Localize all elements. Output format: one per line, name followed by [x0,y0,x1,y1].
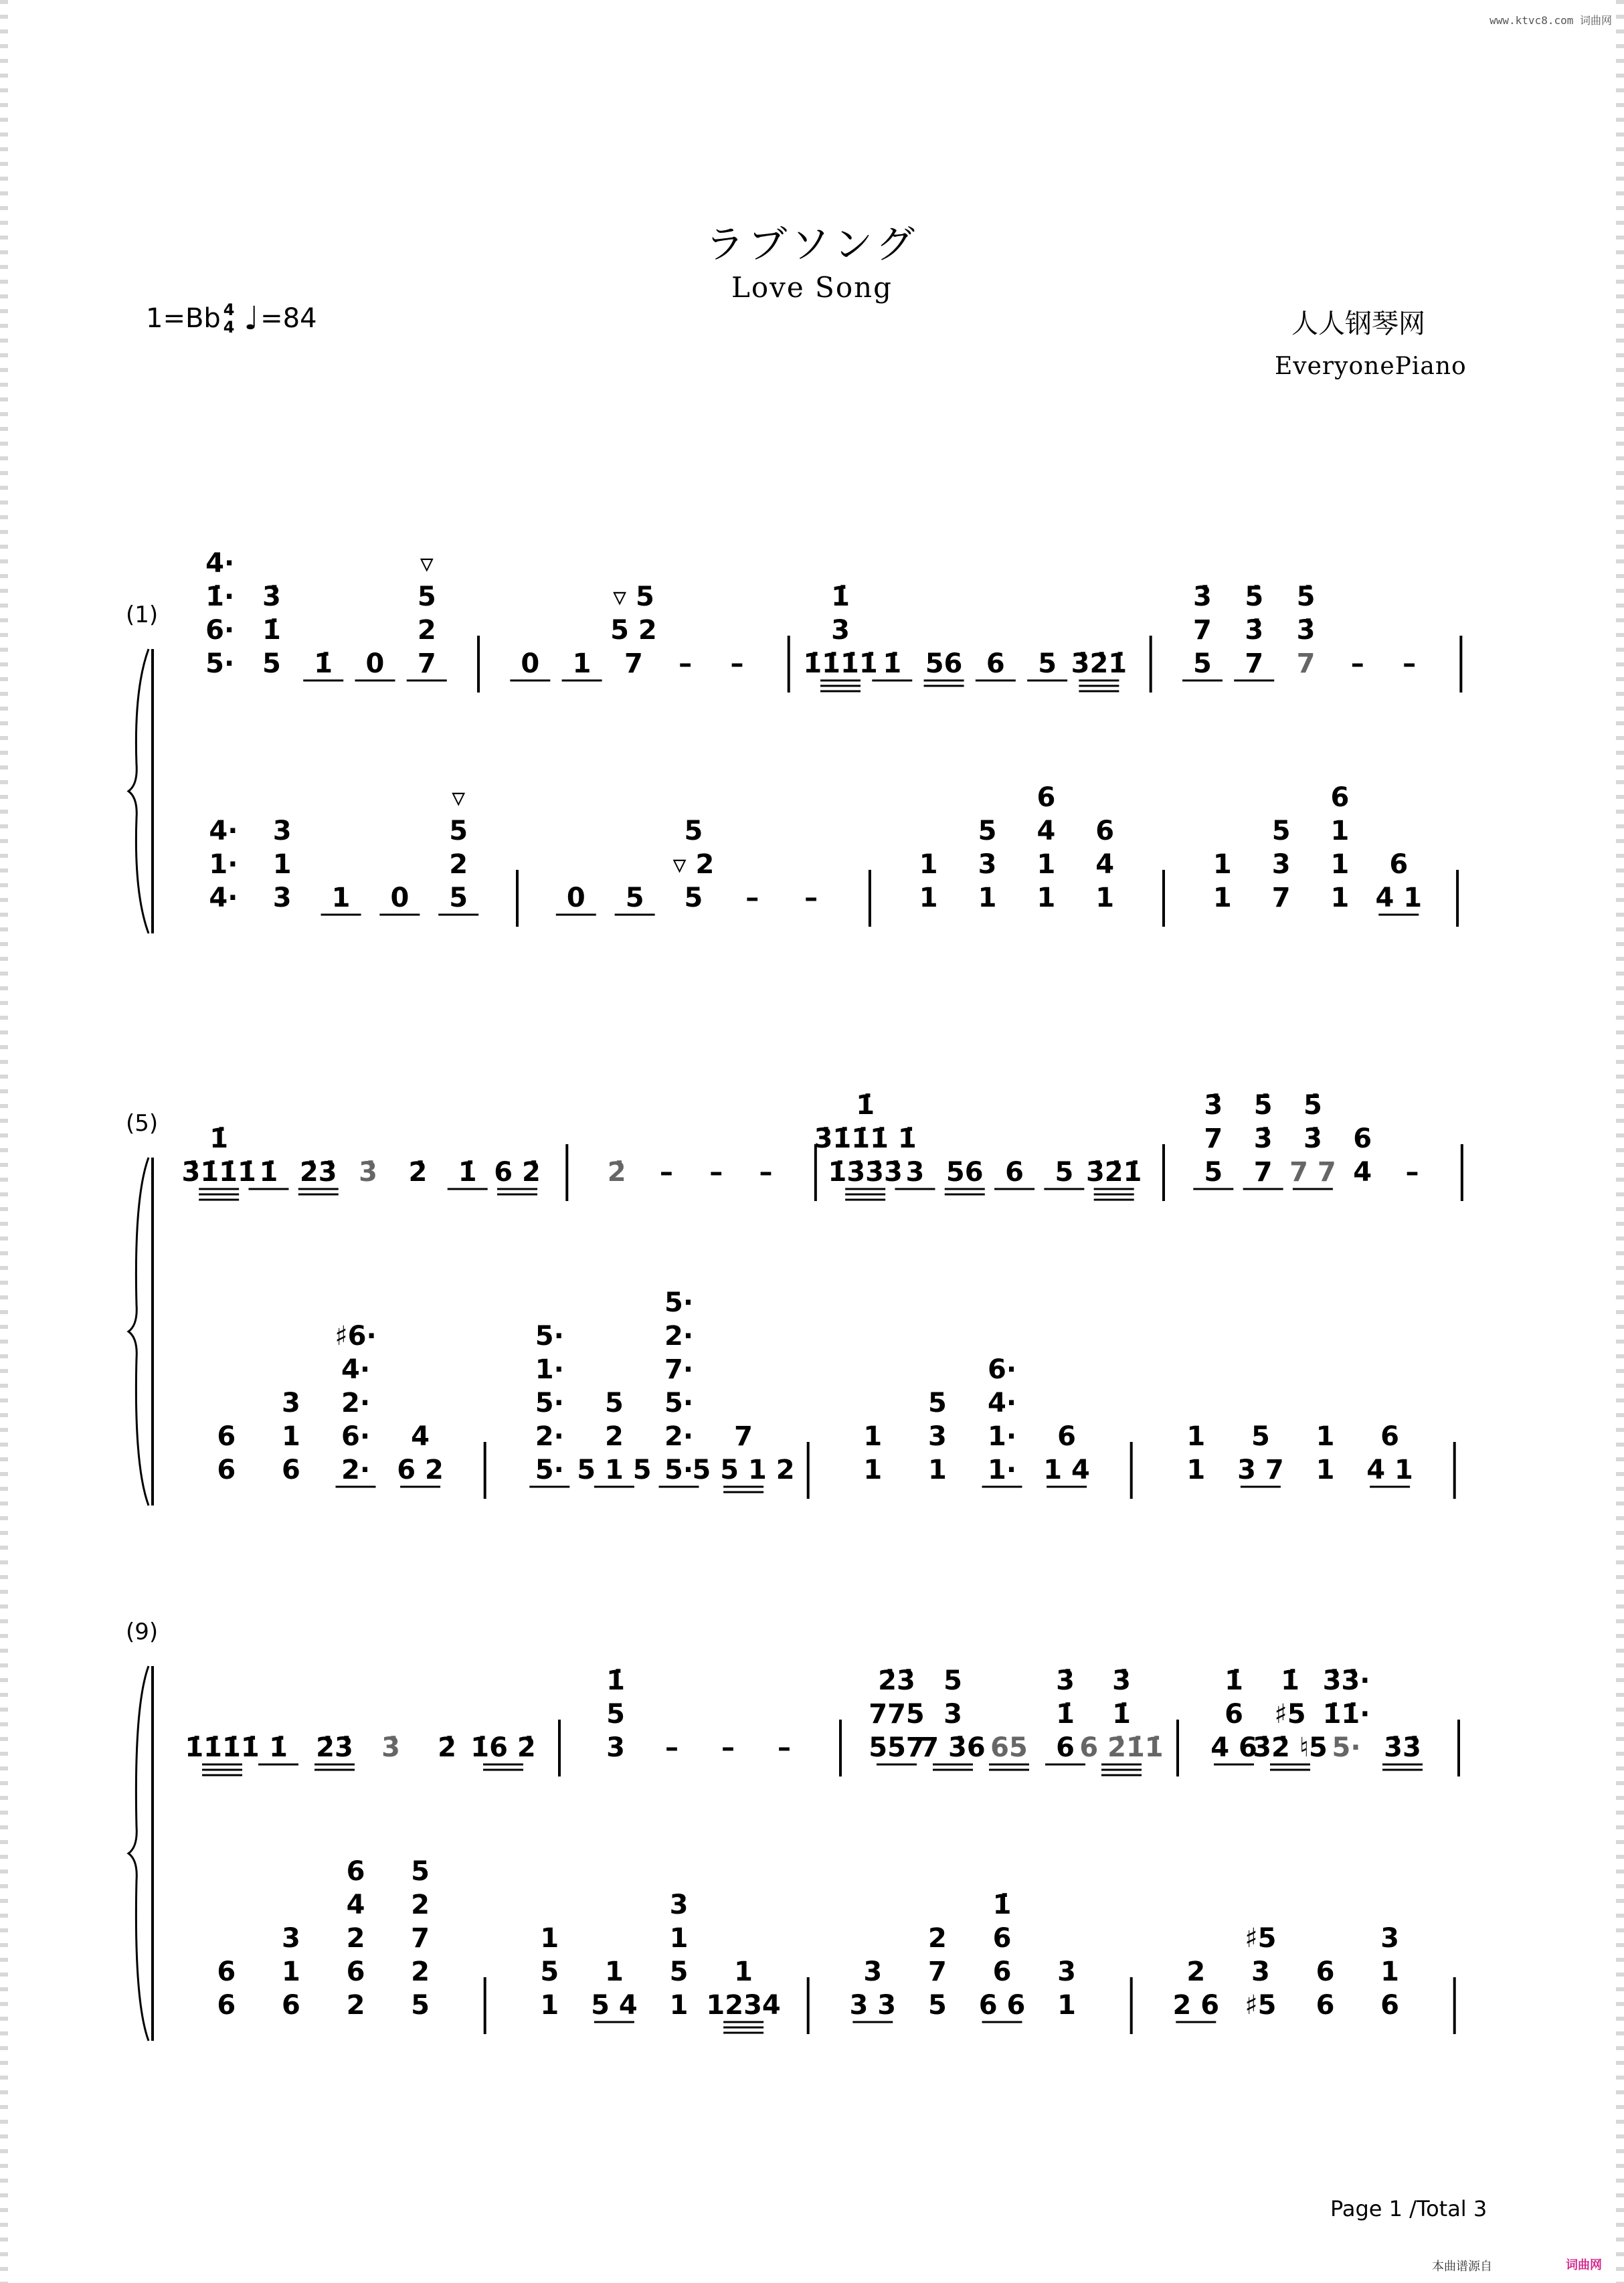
bass-note: 1 4 [1043,1455,1090,1485]
bass-note: 6 [1316,1956,1335,1987]
bass-note: 5 [927,1388,947,1419]
bass-note: 5 4 [591,1990,638,2021]
treble-note: ▿ [420,548,434,579]
treble-note: 3̇ [1204,1090,1223,1121]
system-number: (1) [126,602,159,628]
bass-note: 1· [987,1455,1017,1485]
bass-note: 5 [411,1856,430,1887]
bass-note: 6 [992,1923,1012,1954]
bass-note: 1 [927,1455,947,1485]
treble-note: ▿ 5 [612,581,654,612]
treble-note: 5 [262,648,281,679]
bass-note: 5 [684,816,703,846]
treble-note: – [659,1157,673,1188]
treble-note: 1̇3̇3̇3̇ [828,1157,903,1188]
title-japanese: ラブソング [705,221,919,267]
treble-note: – [709,1157,723,1188]
treble-note: 3̇3̇ [1384,1732,1421,1763]
bass-note: ♯5 [1245,1990,1277,2021]
bass-note: 1 [863,1421,883,1452]
bass-note: 4· [209,883,238,913]
bass-note: 3 7 [1237,1455,1284,1485]
bass-note: 5 [449,816,468,846]
treble-note: 7 [417,648,436,679]
treble-note: 7 [1296,648,1316,679]
treble-note: 1̇ [1225,1665,1243,1696]
bass-note: 1 [1330,849,1350,880]
treble-note: 2 [417,615,436,646]
treble-note: 7 7 [1289,1157,1336,1188]
bass-note: 3 [1251,1956,1270,1987]
treble-note: 7 3̇6 [920,1732,986,1763]
treble-note: 2̇ [408,1157,428,1188]
bass-note: 1 [919,849,938,880]
treble-note: 3̇ [359,1157,377,1188]
bass-note: 1 [1212,883,1232,913]
title-english: Love Song [731,271,893,304]
bass-note: 6· [987,1354,1017,1385]
bass-note: 6 [281,1455,300,1485]
treble-note: 3̇1̇1̇1̇ 1̇ [814,1123,917,1154]
treble-note: 4 6 [1210,1732,1257,1763]
treble-note: 5 [1055,1157,1074,1188]
treble-note: 1̇ [262,615,281,646]
treble-note: 1̇1̇1̇1̇ [185,1732,260,1763]
treble-note: 1̇ [883,648,902,679]
bass-note: 6 [1036,782,1056,813]
treble-note: 1̇· [205,581,235,612]
bass-note: 4 1 [1375,883,1423,913]
treble-note: 3̇ [1296,615,1316,646]
bass-note: 2 [604,1421,624,1452]
treble-note: 5̇ [1245,581,1264,612]
treble-note: 1̇ [269,1732,288,1763]
bass-note: 6 6 [978,1990,1026,2021]
treble-note: 3̇ [1193,581,1212,612]
bass-note: 1 [1036,883,1056,913]
treble-note: 3 [943,1699,962,1730]
bass-note: 6 [217,1990,236,2021]
treble-note: 6 [986,648,1005,679]
treble-note: 7 [1253,1157,1273,1188]
bass-note: 6· [341,1421,371,1452]
bass-note: 1234 [706,1990,781,2021]
key-signature: 1=Bb [146,303,221,334]
bass-note: 3 [1271,849,1291,880]
treble-note: – [759,1157,773,1188]
bass-note: 3 [669,1890,689,1920]
bass-note: 2 [411,1956,430,1987]
bass-note: 3 [272,883,292,913]
bass-note: 1 [1330,883,1350,913]
bass-note: – [804,883,818,913]
treble-note: 1̇ [259,1157,278,1188]
bass-note: 6 [1380,1990,1400,2021]
bass-note: 6 [992,1956,1012,1987]
treble-note: 5 [1193,648,1212,679]
bass-note: 1 [1186,1455,1206,1485]
treble-note: 6· [205,615,235,646]
treble-note: 2̇3̇ [299,1157,337,1188]
treble-note: 3̇2̇1̇ [1085,1157,1142,1188]
bass-note: 2· [341,1455,371,1485]
treble-note: 5̇ [1303,1090,1322,1121]
bass-note: 5· [535,1455,564,1485]
bass-note: 1 [1212,849,1232,880]
bass-note: 5 5 1 2 [692,1455,795,1485]
bass-note: 3 3 [849,1990,897,2021]
bass-note: 2· [341,1388,371,1419]
bass-note: 5· [664,1388,694,1419]
treble-note: 7 [1245,648,1264,679]
bass-note: 3 [927,1421,947,1452]
bass-note: 1 [669,1923,689,1954]
treble-note: 3̇1̇1̇1̇ [181,1157,256,1188]
brace-icon [128,1158,149,1505]
bass-note: 1 [1316,1421,1335,1452]
treble-note: 5 [417,581,436,612]
bass-note: 2 [927,1923,947,1954]
bass-note: 3 [281,1923,300,1954]
site-url: www.ktvc8.com 词曲网 [1490,14,1612,27]
bass-note: 5 [449,883,468,913]
treble-note: 775 [869,1699,925,1730]
bass-note: 7 [734,1421,753,1452]
treble-note: 3̇ [381,1732,400,1763]
treble-note: 557 [869,1732,925,1763]
bass-note: 2· [535,1421,564,1452]
treble-note: 1̇ [1281,1665,1299,1696]
treble-note: 3̇ [1245,615,1264,646]
bass-note: 6 [346,1956,365,1987]
bass-note: ▿ 2 [672,849,715,880]
treble-note: 3̇2̇ ♮5 [1253,1732,1328,1763]
treble-note: – [778,1732,791,1763]
bass-note: 3 [272,816,292,846]
bass-note: 7 [411,1923,430,1954]
treble-note: 3 [905,1157,925,1188]
bass-note: 4· [987,1388,1017,1419]
treble-note: 1̇ [856,1090,875,1121]
bass-note: 1 [1316,1455,1335,1485]
treble-note: 3̇ [262,581,281,612]
treble-note: 6 2̇1̇1̇ [1079,1732,1164,1763]
treble-note: 5 [1204,1157,1223,1188]
bass-note: 2· [664,1421,694,1452]
bass-note: 6 [1330,782,1350,813]
bass-note: 1 [1095,883,1115,913]
brace-icon [128,649,149,933]
treble-note: 2̇3̇ [878,1665,915,1696]
bass-note: 5· [664,1287,694,1318]
bass-note: 5 [625,883,644,913]
treble-note: 1̇6 2̇ [470,1732,536,1763]
treble-note: – [665,1732,679,1763]
bass-note: 5 [1271,816,1291,846]
bass-note: 5· [535,1388,564,1419]
bass-note: 5 [684,883,703,913]
treble-note: 6 [1225,1699,1243,1730]
bass-note: 6 [1095,816,1115,846]
tempo-marking: =84 [260,303,317,334]
bass-note: 6 [1057,1421,1077,1452]
bass-note: 2 [346,1990,365,2021]
treble-note: 5̇ [1296,581,1316,612]
time-signature-bottom: 4 [223,318,235,337]
bass-note: 2 [411,1890,430,1920]
treble-note: 0 [521,648,540,679]
bass-note: 5 [540,1956,559,1987]
treble-note: 1̇ [209,1123,229,1154]
bass-note: 1 [1380,1956,1400,1987]
bass-note: 1· [535,1354,564,1385]
publisher-chinese: 人人钢琴网 [1291,308,1425,339]
treble-note: 3̇ [1253,1123,1273,1154]
source-stamp: 本曲谱源自 [1432,2260,1492,2274]
treble-note: 5· [205,648,235,679]
bass-note: 2 [449,849,468,880]
bass-note: 5 [604,1388,624,1419]
bass-note: 5 1 5 [577,1455,652,1485]
bass-note: 5· [664,1455,694,1485]
bass-note: 2· [664,1321,694,1352]
bass-note: 6 [346,1856,365,1887]
bass-note: 4 1 [1366,1455,1413,1485]
bass-note: 5 [978,816,997,846]
system-number: (9) [126,1619,159,1645]
bass-note: 3 [1057,1956,1077,1987]
quarter-note-icon: ♩ [244,300,260,337]
bass-note: ▿ [452,782,466,813]
bass-note: 5 [669,1956,689,1987]
treble-note: 1̇ [314,648,333,679]
bass-note: 7· [664,1354,694,1385]
bass-note: 1 [978,883,997,913]
treble-note: 7 [624,648,643,679]
bass-note: 4 [346,1890,365,1920]
treble-note: 3̇3̇· [1322,1665,1370,1696]
bass-note: 6 [1316,1990,1335,2021]
treble-note: 1 [572,648,592,679]
treble-note: 5 2 [610,615,657,646]
treble-note: 5 [606,1699,625,1730]
bass-note: 2 [1186,1956,1206,1987]
bass-note: 6 2 [397,1455,444,1485]
treble-note: 5̇ [1253,1090,1273,1121]
treble-note: 65 [990,1732,1028,1763]
treble-note: 1̇1̇· [1322,1699,1370,1730]
treble-note: 5 [943,1665,962,1696]
treble-note: 1̇ [606,1665,625,1696]
treble-note: 3̇ [1112,1665,1131,1696]
bass-note: 7 [927,1956,947,1987]
treble-note: 3̇ [1056,1665,1075,1696]
bass-note: 1 [331,883,351,913]
bass-note: 4· [209,816,238,846]
bass-note: 4· [341,1354,371,1385]
treble-note: 56 [945,1157,984,1188]
treble-note: – [1405,1157,1419,1188]
treble-note: 3̇ [1303,1123,1322,1154]
treble-note: 6 [1056,1732,1075,1763]
bass-note: 1 [734,1956,753,1987]
brace-icon [128,1666,149,2041]
treble-note: 7 [1193,615,1212,646]
bass-note: 4 [1036,816,1056,846]
bass-note: 2 6 [1172,1990,1220,2021]
bass-note: ♯5 [1245,1923,1277,1954]
treble-note: 3 [831,615,850,646]
bass-note: 1 [281,1421,300,1452]
treble-note: – [679,648,693,679]
bass-note: 3 [1380,1923,1400,1954]
bass-note: 5 [927,1990,947,2021]
bass-note: 1 [281,1956,300,1987]
system-number: (5) [126,1110,159,1137]
treble-note: 6 [1005,1157,1024,1188]
bass-note: 3 [863,1956,883,1987]
bass-note: 3 [281,1388,300,1419]
treble-note: 1̇ [458,1157,477,1188]
bass-note: 7 [1271,883,1291,913]
bass-note: 1 [669,1990,689,2021]
treble-note: 2̇ [438,1732,456,1763]
bass-note: 6 [1389,849,1409,880]
bass-note: 1 [272,849,292,880]
bass-note: 1 [540,1990,559,2021]
bass-note: 1 [1186,1421,1206,1452]
bass-note: 6 [281,1990,300,2021]
bass-note: 6 [217,1421,236,1452]
bass-note: 1 [919,883,938,913]
bass-note: 6 [217,1956,236,1987]
treble-note: 1̇ [831,581,850,612]
bass-note: 1 [863,1455,883,1485]
bass-note: 0 [390,883,410,913]
bass-note: 1̇ [992,1890,1012,1920]
bass-note: 0 [566,883,585,913]
treble-note: 7 [1204,1123,1223,1154]
bass-note: 1 [604,1956,624,1987]
time-signature-top: 4 [223,300,235,319]
bass-note: 5· [535,1321,564,1352]
bass-note: 4 [1095,849,1115,880]
bass-note: 1· [209,849,238,880]
site-logo: 词曲网 [1566,2258,1602,2272]
bass-note: 5 [411,1990,430,2021]
treble-note: – [1350,648,1364,679]
treble-note: 3 [606,1732,625,1763]
bass-note: 6 [1380,1421,1400,1452]
treble-note: – [721,1732,735,1763]
treble-note: ♯5 [1274,1699,1306,1730]
treble-note: 1̇ [1112,1699,1131,1730]
page-number: Page 1 /Total 3 [1330,2196,1487,2221]
treble-note: 3̇2̇1̇ [1071,648,1127,679]
publisher-english: EveryonePiano [1275,353,1467,380]
bass-note: 3 [978,849,997,880]
bass-note: 5 [1251,1421,1270,1452]
treble-note: 4 [1353,1157,1372,1188]
treble-note: 5· [1332,1732,1361,1763]
treble-note: 6 [1353,1123,1372,1154]
treble-note: 1̇1̇1̇1̇ [803,648,878,679]
treble-note: 2̇3̇ [316,1732,353,1763]
bass-note: 1 [1057,1990,1077,2021]
bass-note: – [745,883,759,913]
bass-note: 1· [987,1421,1017,1452]
bass-note: 1 [1036,849,1056,880]
bass-note: 6 [217,1455,236,1485]
treble-note: 6 2̇ [494,1157,541,1188]
treble-note: – [1403,648,1417,679]
treble-note: 1̇ [1056,1699,1075,1730]
bass-note: 2 [346,1923,365,1954]
bass-note: 1 [1330,816,1350,846]
bass-note: ♯6· [335,1321,377,1352]
treble-note: 5 [1038,648,1057,679]
treble-note: 4· [205,548,235,579]
treble-note: – [730,648,744,679]
bass-note: 4 [411,1421,430,1452]
treble-note: 2̇ [607,1157,626,1188]
treble-note: 0 [365,648,385,679]
bass-note: 1 [540,1923,559,1954]
treble-note: 56 [925,648,963,679]
